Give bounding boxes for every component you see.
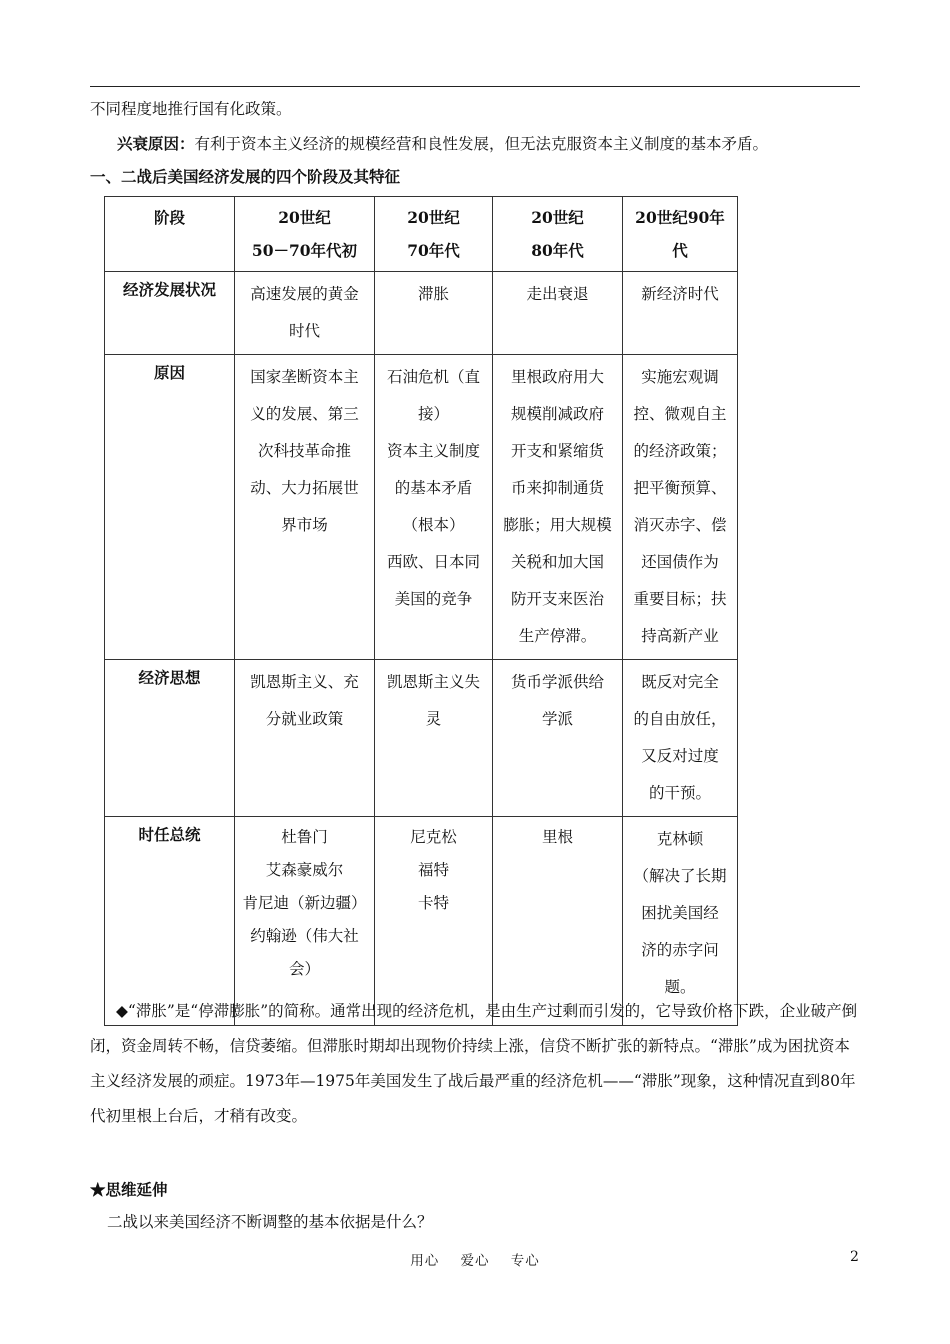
note-text: ◆“滞胀”是“停滞膨胀”的简称。通常出现的经济危机，是由生产过剩而引发的，它导致价格下跌，企业破产倒闭，资金周转不畅，信贷萎缩。但滞胀时期却出现物价持续上涨，信贷不断扩张的新特点。“滞胀”成为困扰资本主义经济发展的顽症。1973年—1975年美国发生了战后最严重的经济危机——“滞胀”现象，这种情况直到80年代初里根上台后，才稍有改变。 [90, 1002, 858, 1125]
intro-line: 不同程度地推行国有化政策。 [90, 100, 292, 118]
footer-item: 专心 [510, 1253, 540, 1269]
reason-label: 兴衰原因： [117, 134, 195, 153]
table-row [105, 355, 738, 660]
footer-item: 爱心 [460, 1253, 490, 1269]
header-cell: 阶段 [105, 197, 235, 272]
table-row [105, 272, 738, 355]
table-cell: 里根政府用大 规模削减政府 开支和紧缩货 币来抑制通货 膨胀；用大规模 关税和加大国 防开支来医治 生产停滞。 [493, 355, 623, 660]
table-cell: 既反对完全 的自由放任， 又反对过度 的干预。 [623, 660, 738, 817]
page-footer [0, 1249, 950, 1269]
table-cell: 实施宏观调 控、微观自主 的经济政策； 把平衡预算、 消灭赤字、偿 还国债作为 重要目标；扶 持高新产业 [623, 355, 738, 660]
reason-text: 有利于资本主义经济的规模经营和良性发展，但无法克服资本主义制度的基本矛盾。 [194, 135, 769, 153]
table-cell: 走出衰退 [493, 272, 623, 355]
row-label: 原因 [105, 355, 235, 660]
table-cell: 尼克松 福特 卡特 [375, 817, 493, 1026]
table-cell: 里根 [493, 817, 623, 1026]
table-cell: 高速发展的黄金 时代 [235, 272, 375, 355]
row-label: 经济发展状况 [105, 272, 235, 355]
table-cell: 货币学派供给 学派 [493, 660, 623, 817]
header-rule [90, 86, 860, 87]
thinking-question: 二战以来美国经济不断调整的基本依据是什么？ [107, 1213, 433, 1231]
table-cell: 凯恩斯主义、充 分就业政策 [235, 660, 375, 817]
table-cell: 杜鲁门 艾森豪威尔 肯尼迪（新边疆） 约翰逊（伟大社 会） [235, 817, 375, 1026]
header-cell: 20世纪 70年代 [375, 197, 493, 272]
page-number: 2 [850, 1249, 859, 1265]
table-cell: 克林顿 （解决了长期 困扰美国经 济的赤字问 题。 [623, 817, 738, 1026]
header-cell: 20世纪 80年代 [493, 197, 623, 272]
header-cell: 20世纪90年 代 [623, 197, 738, 272]
row-label: 时任总统 [105, 817, 235, 1026]
table-header-row [105, 197, 738, 272]
header-cell: 20世纪 50－70年代初 [235, 197, 375, 272]
reason-line [117, 133, 768, 155]
table-cell: 凯恩斯主义失 灵 [375, 660, 493, 817]
note-paragraph [90, 994, 860, 1134]
row-label: 经济思想 [105, 660, 235, 817]
section-heading: 一、二战后美国经济发展的四个阶段及其特征 [90, 167, 401, 186]
table-row [105, 660, 738, 817]
thinking-heading: ★思维延伸 [90, 1180, 168, 1199]
table-cell: 新经济时代 [623, 272, 738, 355]
table-cell: 滞胀 [375, 272, 493, 355]
table-cell: 国家垄断资本主 义的发展、第三 次科技革命推 动、大力拓展世 界市场 [235, 355, 375, 660]
stages-table [104, 196, 738, 1026]
table-cell: 石油危机（直 接） 资本主义制度 的基本矛盾 （根本） 西欧、日本同 美国的竞争 [375, 355, 493, 660]
footer-item: 用心 [410, 1253, 440, 1269]
